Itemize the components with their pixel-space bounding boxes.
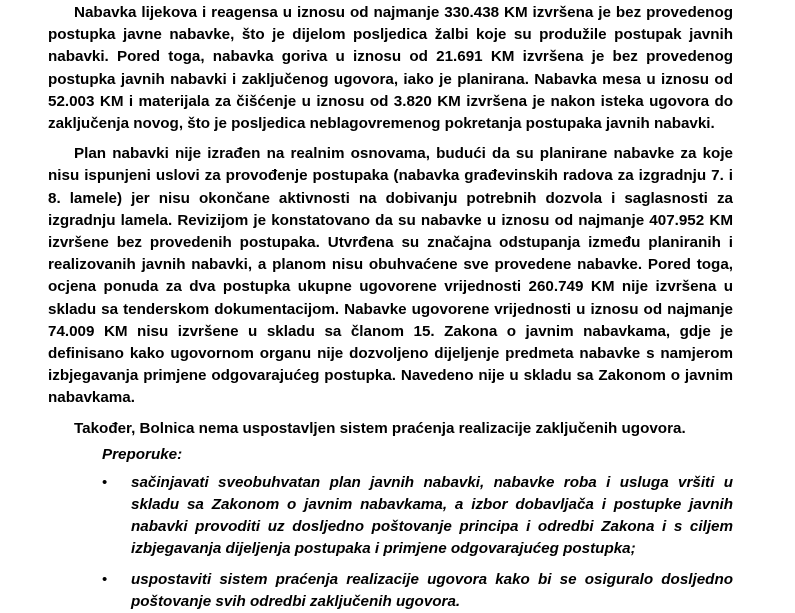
paragraph-procurement-plan: Plan nabavki nije izrađen na realnim osnovama, budući da su planirane nabavke za koje nisu ispunjeni uslovi za provođenje postupaka (nabavka građevinskih radova za izgradnju 7. i 8. lamele) jer nisu okončane aktivnosti na dobivanju potrebnih dozvola i saglasnosti za izgradnju lamela. Revizijom je konstatovano da su nabavke u iznosu od najmanje 407.952 KM izvršene bez provedenih postupaka. Utvrđena su značajna odstupanja između planiranih i realizovanih javnih nabavki, a planom nisu obuhvaćene sve provedene nabavke. Pored toga, ocjena ponuda za dva postupka ukupne ugovorene vrijednosti 260.749 KM nije izvršena u skladu sa tenderskom dokumentacijom. Nabavke ugovorene vrijednosti u iznosu od najmanje 74.009 KM nisu izvršene u skladu sa članom 15. Zakona o javnim nabavkama, gdje je definisano kako ugovornom organu nije dozvoljeno dijeljenje predmeta nabavke s namjerom izbjegavanja primjene odgovarajućeg postupka. Navedeno nije u skladu sa Zakonom o javnim nabavkama. [48,145,733,407]
bullet-icon: • [102,473,108,491]
recommendation-item [102,569,733,613]
recommendation-item [102,472,733,561]
recommendations-heading: Preporuke: [102,445,183,463]
bullet-icon: • [102,570,108,588]
recommendation-text: sačinjavati sveobuhvatan plan javnih nabavki, nabavke roba i usluga vršiti u skladu sa Zakonom o javnim nabavkama, a izbor dobavljača i postupke javnih nabavki provoditi uz dosljedno poštovanje principa i odredbi Zakona i s ciljem izbjegavanja dijeljenja postupaka i primjene odgovarajućeg postupka; [131,473,733,558]
paragraph-procurement-medicines: Nabavka lijekova i reagensa u iznosu od najmanje 330.438 KM izvršena je bez provedenog postupka javne nabavke, što je dijelom posljedica žalbi koje su produžile postupak javnih nabavki. Pored toga, nabavka goriva u iznosu od 21.691 KM izvršena je bez provedenog postupka javnih nabavki i zaključenog ugovora, iako je planirana. Nabavka mesa u iznosu od 52.003 KM i materijala za čišćenje u iznosu od 3.820 KM izvršena je nakon isteka ugovora do zaključenja novog, što je posljedica neblagovremenog pokretanja postupaka javnih nabavki. [48,4,733,133]
paragraph-contract-monitoring: Također, Bolnica nema uspostavljen sistem praćenja realizacije zaključenih ugovora. [74,419,686,437]
recommendations-list [48,472,733,613]
recommendation-text: uspostaviti sistem praćenja realizacije ugovora kako bi se osiguralo dosljedno poštovanje svih odredbi zaključenih ugovora. [131,570,733,610]
